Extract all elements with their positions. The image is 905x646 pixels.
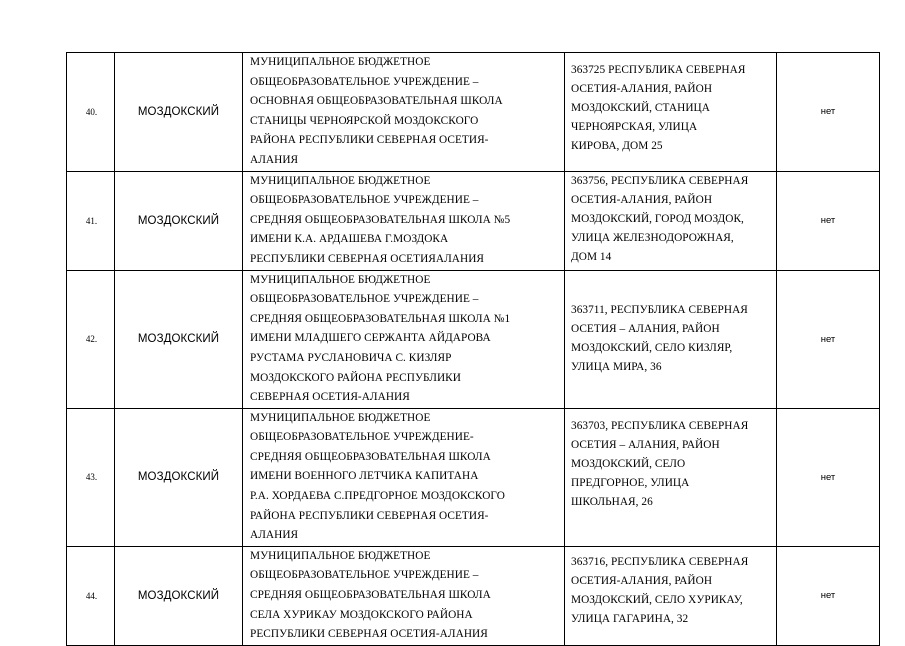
table-row (67, 171, 880, 270)
district-cell (115, 546, 243, 645)
table-row (67, 546, 880, 645)
school-name-cell (243, 53, 565, 172)
school-name-line: ИМЕНИ К.А. АРДАШЕВА Г.МОЗДОКА (250, 233, 449, 246)
school-name-line: АЛАНИЯ (250, 529, 299, 542)
school-name-line: РЕСПУБЛИКИ СЕВЕРНАЯ ОСЕТИЯАЛАНИЯ (250, 252, 485, 265)
address-line: ЧЕРНОЯРСКАЯ, УЛИЦА (571, 121, 698, 133)
school-name-line: РЕСПУБЛИКИ СЕВЕРНАЯ ОСЕТИЯ-АЛАНИЯ (250, 628, 488, 641)
address-line: УЛИЦА МИРА, 36 (571, 361, 662, 374)
address-line: 363716, РЕСПУБЛИКА СЕВЕРНАЯ (571, 555, 749, 568)
row-number: 43. (85, 472, 98, 483)
address-cell (565, 408, 777, 546)
flag-value: нет (820, 471, 836, 483)
school-name-line: РАЙОНА РЕСПУБЛИКИ СЕВЕРНАЯ ОСЕТИЯ- (250, 134, 489, 147)
school-name-cell (243, 270, 565, 408)
flag-cell (777, 546, 880, 645)
address-line: ОСЕТИЯ-АЛАНИЯ, РАЙОН (571, 574, 713, 587)
school-name-cell (243, 408, 565, 546)
schools-table (66, 52, 880, 646)
row-number: 44. (85, 590, 98, 601)
school-name-line: ОБЩЕОБРАЗОВАТЕЛЬНОЕ УЧРЕЖДЕНИЕ – (250, 194, 479, 207)
address-line: ШКОЛЬНАЯ, 26 (571, 495, 653, 508)
school-name-line: РУСТАМА РУСЛАНОВИЧА С. КИЗЛЯР (250, 351, 452, 364)
row-number: 40. (85, 106, 98, 117)
table-row (67, 408, 880, 546)
school-name-line: СРЕДНЯЯ ОБЩЕОБРАЗОВАТЕЛЬНАЯ ШКОЛА (250, 450, 491, 463)
school-name-line: СЕЛА ХУРИКАУ МОЗДОКСКОГО РАЙОНА (250, 608, 473, 621)
school-name-line: ИМЕНИ МЛАДШЕГО СЕРЖАНТА АЙДАРОВА (250, 332, 491, 345)
school-name-line: СРЕДНЯЯ ОБЩЕОБРАЗОВАТЕЛЬНАЯ ШКОЛА №1 (250, 312, 511, 325)
address-line: УЛИЦА ЖЕЛЕЗНОДОРОЖНАЯ, (571, 231, 734, 244)
row-number-cell (67, 546, 115, 645)
address-line: МОЗДОКСКИЙ, СЕЛО КИЗЛЯР, (571, 342, 733, 355)
address-line: ОСЕТИЯ-АЛАНИЯ, РАЙОН (571, 83, 713, 95)
address-line: ПРЕДГОРНОЕ, УЛИЦА (571, 476, 690, 489)
school-name-line: ОСНОВНАЯ ОБЩЕОБРАЗОВАТЕЛЬНАЯ ШКОЛА (250, 95, 503, 108)
table-row (67, 53, 880, 172)
school-name-line: ОБЩЕОБРАЗОВАТЕЛЬНОЕ УЧРЕЖДЕНИЕ- (250, 431, 474, 444)
school-name-line: СРЕДНЯЯ ОБЩЕОБРАЗОВАТЕЛЬНАЯ ШКОЛА №5 (250, 213, 511, 226)
address-line: УЛИЦА ГАГАРИНА, 32 (571, 612, 689, 625)
school-name-line: АЛАНИЯ (250, 153, 299, 166)
district-cell (115, 171, 243, 270)
row-number-cell (67, 171, 115, 270)
row-number-cell (67, 53, 115, 172)
district-name: МОЗДОКСКИЙ (137, 214, 220, 227)
school-name-line: РАЙОНА РЕСПУБЛИКИ СЕВЕРНАЯ ОСЕТИЯ- (250, 509, 489, 522)
table-row (67, 270, 880, 408)
district-cell (115, 270, 243, 408)
row-number-cell (67, 408, 115, 546)
flag-value: нет (820, 215, 836, 227)
district-name: МОЗДОКСКИЙ (137, 333, 220, 346)
address-line: 363711, РЕСПУБЛИКА СЕВЕРНАЯ (571, 304, 748, 317)
address-line: ОСЕТИЯ-АЛАНИЯ, РАЙОН (571, 193, 713, 206)
address-line: ОСЕТИЯ – АЛАНИЯ, РАЙОН (571, 323, 720, 336)
school-name-line: ИМЕНИ ВОЕННОГО ЛЕТЧИКА КАПИТАНА (250, 470, 479, 483)
address-line: 363756, РЕСПУБЛИКА СЕВЕРНАЯ (571, 174, 749, 187)
flag-value: нет (820, 106, 836, 118)
school-name-line: Р.А. ХОРДАЕВА С.ПРЕДГОРНОЕ МОЗДОКСКОГО (250, 490, 505, 503)
school-name-line: ОБЩЕОБРАЗОВАТЕЛЬНОЕ УЧРЕЖДЕНИЕ – (250, 293, 479, 306)
school-name-cell (243, 546, 565, 645)
school-name-line: СЕВЕРНАЯ ОСЕТИЯ-АЛАНИЯ (250, 391, 410, 404)
address-line: КИРОВА, ДОМ 25 (571, 140, 663, 152)
flag-value: нет (820, 333, 836, 345)
address-line: 363703, РЕСПУБЛИКА СЕВЕРНАЯ (571, 419, 749, 432)
address-line: 363725 РЕСПУБЛИКА СЕВЕРНАЯ (571, 64, 746, 76)
school-name-line: МОЗДОКСКОГО РАЙОНА РЕСПУБЛИКИ (250, 371, 461, 384)
school-name-line: МУНИЦИПАЛЬНОЕ БЮДЖЕТНОЕ (250, 411, 431, 424)
address-cell (565, 53, 777, 172)
district-cell (115, 53, 243, 172)
flag-value: нет (820, 590, 836, 602)
school-name-line: СРЕДНЯЯ ОБЩЕОБРАЗОВАТЕЛЬНАЯ ШКОЛА (250, 589, 491, 602)
school-name-line: ОБЩЕОБРАЗОВАТЕЛЬНОЕ УЧРЕЖДЕНИЕ – (250, 569, 479, 582)
school-name-cell (243, 171, 565, 270)
address-line: ДОМ 14 (571, 250, 612, 263)
address-line: МОЗДОКСКИЙ, СЕЛО (571, 457, 686, 470)
address-cell (565, 171, 777, 270)
district-name: МОЗДОКСКИЙ (137, 105, 220, 118)
district-cell (115, 408, 243, 546)
district-name: МОЗДОКСКИЙ (137, 589, 220, 602)
address-line: МОЗДОКСКИЙ, ГОРОД МОЗДОК, (571, 212, 744, 225)
school-name-line: ОБЩЕОБРАЗОВАТЕЛЬНОЕ УЧРЕЖДЕНИЕ – (250, 75, 479, 88)
flag-cell (777, 408, 880, 546)
flag-cell (777, 171, 880, 270)
flag-cell (777, 270, 880, 408)
row-number: 42. (85, 334, 98, 345)
school-name-line: МУНИЦИПАЛЬНОЕ БЮДЖЕТНОЕ (250, 174, 431, 187)
address-cell (565, 270, 777, 408)
school-name-line: МУНИЦИПАЛЬНОЕ БЮДЖЕТНОЕ (250, 273, 431, 286)
district-name: МОЗДОКСКИЙ (137, 471, 220, 484)
schools-table-body (67, 53, 880, 646)
address-line: ОСЕТИЯ – АЛАНИЯ, РАЙОН (571, 438, 720, 451)
address-line: МОЗДОКСКИЙ, СЕЛО ХУРИКАУ, (571, 593, 743, 606)
address-line: МОЗДОКСКИЙ, СТАНИЦА (571, 102, 710, 114)
address-cell (565, 546, 777, 645)
school-name-line: СТАНИЦЫ ЧЕРНОЯРСКОЙ МОЗДОКСКОГО (250, 114, 479, 127)
flag-cell (777, 53, 880, 172)
row-number: 41. (85, 215, 98, 226)
school-name-line: МУНИЦИПАЛЬНОЕ БЮДЖЕТНОЕ (250, 549, 431, 562)
row-number-cell (67, 270, 115, 408)
school-name-line: МУНИЦИПАЛЬНОЕ БЮДЖЕТНОЕ (250, 56, 431, 68)
